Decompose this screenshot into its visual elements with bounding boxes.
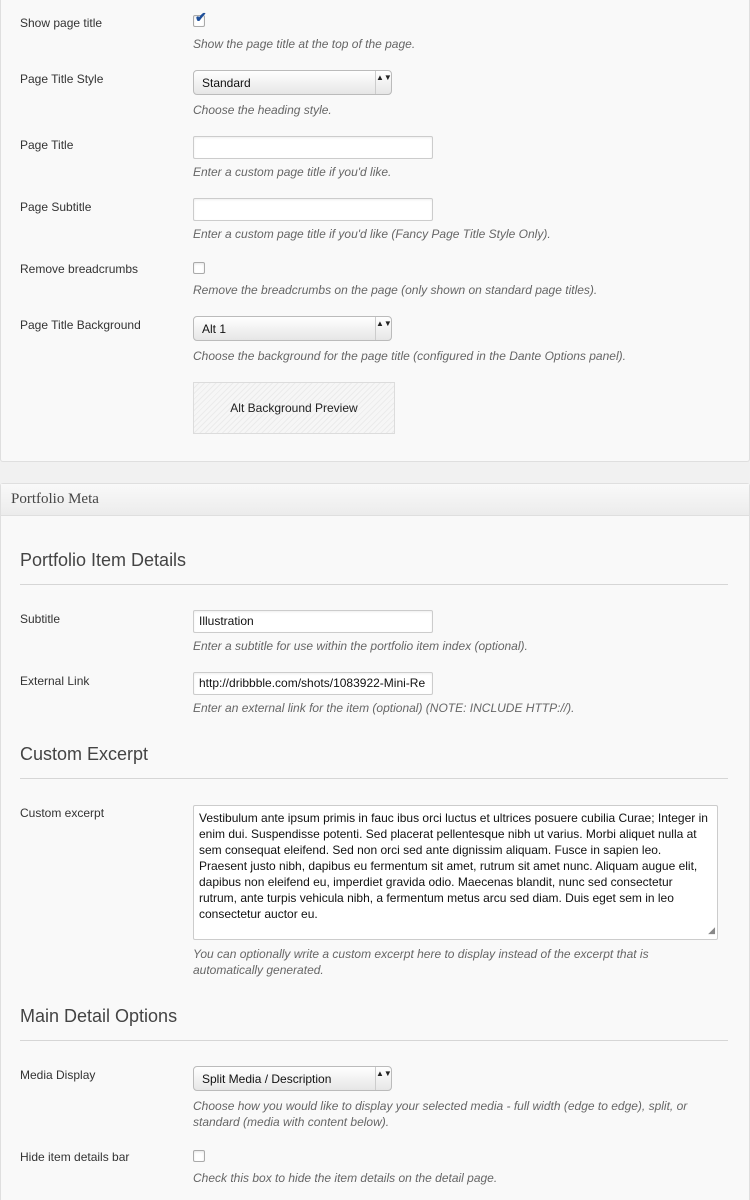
remove-breadcrumbs-help: Remove the breadcrumbs on the page (only shown on standard page titles). [193,283,598,297]
media-display-help: Choose how you would like to display your selected media - full width (edge to edge), split, or standard (media with content below). [193,1099,688,1129]
page-subtitle-input[interactable] [193,198,433,221]
page-title-style-label: Page Title Style [20,72,104,86]
hide-details-bar-label: Hide item details bar [20,1150,130,1164]
select-arrows-icon: ▲▼ [375,317,391,340]
page-title-help: Enter a custom page title if you'd like. [193,165,392,179]
hide-details-bar-checkbox[interactable] [193,1150,205,1162]
custom-excerpt-help: You can optionally write a custom excerpt here to display instead of the excerpt that is automatically generated. [193,947,649,977]
page-title-label: Page Title [20,138,74,152]
section-divider [20,778,728,779]
resize-handle-icon[interactable]: ◢ [708,925,715,935]
section-divider [20,584,728,585]
page-title-style-value: Standard [202,76,251,90]
custom-excerpt-text: Vestibulum ante ipsum primis in fauc ibus orci luctus et ultrices posuere cubilia Curae; Integer in enim dui. Suspendisse potenti. Sed placerat pellentesque nibh ut varius. Morbi aliquet nulla at sem consequat eleifend. Sed non orci sed ante dignissim aliquam. Fusce in sapien leo. Praesent justo nibh, dapibus eu fermentum sit amet, rutrum sit amet nunc. Aliquam augue elit, dapibus non eleifend eu, imperdiet gravida odio. Maecenas blandit, nunc sed consectetur rutrum, ante turpis vehicula nibh, a fermentum metus arcu sed diam. Duis eget sem in leo consectetur auctor eu. [199,811,708,921]
section-divider [20,1040,728,1041]
custom-excerpt-title: Custom Excerpt [20,744,149,764]
hide-details-bar-help: Check this box to hide the item details on the detail page. [193,1171,498,1185]
remove-breadcrumbs-label: Remove breadcrumbs [20,262,139,276]
remove-breadcrumbs-checkbox[interactable] [193,262,205,274]
subtitle-label: Subtitle [20,612,61,626]
media-display-label: Media Display [20,1068,96,1082]
select-arrows-icon: ▲▼ [375,71,391,94]
page-title-background-value: Alt 1 [202,322,227,336]
page-subtitle-label: Page Subtitle [20,200,92,214]
show-page-title-help: Show the page title at the top of the page. [193,37,416,51]
checkmark-icon: ✔ [195,9,207,25]
page-title-style-help: Choose the heading style. [193,103,332,117]
subtitle-help: Enter a subtitle for use within the portfolio item index (optional). [193,639,528,653]
page-title-background-help: Choose the background for the page title (configured in the Dante Options panel). [193,349,626,363]
custom-excerpt-textarea[interactable] [193,805,718,940]
page-title-style-select[interactable] [193,70,392,95]
portfolio-item-details-title: Portfolio Item Details [20,550,187,570]
external-link-help: Enter an external link for the item (optional) (NOTE: INCLUDE HTTP://). [193,701,575,715]
page-title-input[interactable] [193,136,433,159]
subtitle-input[interactable]: Illustration [193,610,433,633]
page-title-background-select[interactable] [193,316,392,341]
page-subtitle-help: Enter a custom page title if you'd like (Fancy Page Title Style Only). [193,227,551,241]
media-display-value: Split Media / Description [202,1072,332,1086]
page-title-background-label: Page Title Background [20,318,141,332]
external-link-label: External Link [20,674,90,688]
custom-excerpt-label: Custom excerpt [20,806,105,820]
main-detail-options-title: Main Detail Options [20,1006,178,1026]
show-page-title-label: Show page title [20,16,103,30]
portfolio-meta-header[interactable]: Portfolio Meta [1,484,749,516]
show-page-title-checkbox[interactable] [193,9,207,27]
select-arrows-icon: ▲▼ [375,1067,391,1090]
external-link-input[interactable]: http://dribbble.com/shots/1083922-Mini-Re [193,672,433,695]
media-display-select[interactable] [193,1066,392,1091]
background-preview: Alt Background Preview [193,382,395,434]
